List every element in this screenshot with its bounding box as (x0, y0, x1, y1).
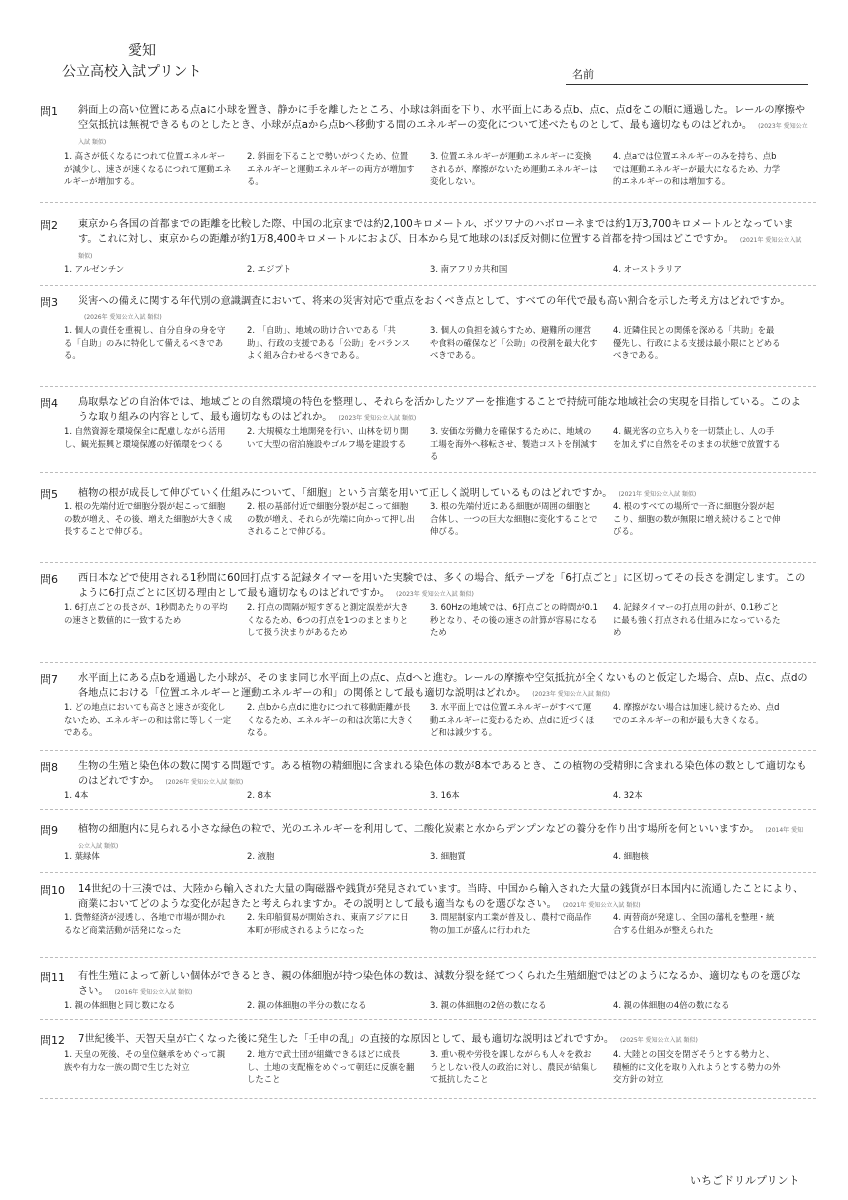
question-number: 問10 (40, 884, 65, 897)
answer-choice-4[interactable]: 4. 細胞核 (613, 851, 649, 861)
source-note: (2023年 愛知公立入試 類似) (396, 591, 474, 598)
title-prefecture: 愛知 (128, 43, 156, 59)
answer-choice-2[interactable]: 2. 打点の間隔が短すぎると測定誤差が大きくなるため、6つの打点を1つのまとまりとして扱う決まりがあるため (247, 602, 409, 637)
answer-choice-2[interactable]: 2. 8本 (247, 790, 272, 800)
answer-choice-1[interactable]: 1. 自然資源を環境保全に配慮しながら活用し、観光振興と環境保護の好循環をつくる (64, 426, 226, 449)
question-text: 14世紀の十三湊では、大陸から輸入された大量の陶磁器や銭貨が発見されています。当時、中国から輸入された大量の銭貨が日本国内に流通したことにより、商業においてどのような変化が起きたと考えられますか。その説明として最も適当なものを選びなさい。 (78, 884, 804, 910)
answer-choice-3[interactable]: 3. 水平面上では位置エネルギーがすべて運動エネルギーに変わるため、点dに近づくほど和は減少する。 (430, 702, 595, 737)
answer-choice-4[interactable]: 4. 大陸との国交を閉ざそうとする勢力と、積極的に文化を取り入れようとする勢力の外交方針の対立 (613, 1049, 781, 1084)
answer-choice-2[interactable]: 2. 根の基部付近で細胞分裂が起こって細胞の数が増え、それらが先端に向かって押し出されることで伸びる。 (247, 501, 416, 536)
answer-choice-3[interactable]: 3. 問屋制家内工業が普及し、農村で商品作物の加工が盛んに行われた (430, 912, 592, 935)
answer-choice-2[interactable]: 2. 液胞 (247, 851, 275, 861)
question-stem (78, 217, 808, 264)
question-stem (78, 395, 808, 426)
question-number: 問5 (40, 488, 58, 501)
answer-choice-4[interactable]: 4. 点aでは位置エネルギーのみを持ち、点bでは運動エネルギーが最大になるため、力学的エネルギーの和は増加する。 (613, 151, 781, 186)
question-number: 問8 (40, 761, 58, 774)
answer-choice-2[interactable]: 2. 地方で武士団が組織できるほどに成長し、土地の支配権をめぐって朝廷に反旗を翻したこと (247, 1049, 415, 1084)
answer-choice-4[interactable]: 4. 近隣住民との関係を深める「共助」を最優先し、行政による支援は最小限にとどめるべきである。 (613, 325, 781, 360)
name-line (566, 84, 808, 85)
question-separator (40, 750, 816, 751)
question-separator (40, 662, 816, 663)
answer-choice-1[interactable]: 1. 6打点ごとの長さが、1秒間あたりの平均の速さと数値的に一致するため (64, 602, 228, 625)
question-stem (78, 103, 808, 150)
question-separator (40, 872, 816, 873)
question-separator (40, 386, 816, 387)
question-text: 有性生殖によって新しい個体ができるとき、親の体細胞が持つ染色体の数は、減数分裂を経てつくられた生殖細胞ではどのようになるか、適切なものを選びなさい。 (78, 971, 801, 997)
answer-choice-4[interactable]: 4. 摩擦がない場合は加速し続けるため、点dでのエネルギーの和が最も大きくなる。 (613, 702, 780, 725)
question-separator (40, 562, 816, 563)
question-separator (40, 285, 816, 286)
answer-choice-3[interactable]: 3. 重い税や労役を課しながらも人々を救おうとしない役人の政治に対し、農民が結集して抵抗したこと (430, 1049, 598, 1084)
question-number: 問1 (40, 105, 58, 118)
answer-choice-2[interactable]: 2. 斜面を下ることで勢いがつくため、位置エネルギーと運動エネルギーの両方が増加する。 (247, 151, 415, 186)
question-separator (40, 1019, 816, 1020)
answer-choice-1[interactable]: 1. 葉緑体 (64, 851, 100, 861)
source-note: (2026年 愛知公立入試 類似) (84, 314, 162, 321)
answer-choice-3[interactable]: 3. 南アフリカ共和国 (430, 264, 508, 274)
question-text: 水平面上にある点bを通過した小球が、そのまま同じ水平面上の点c、点dへと進む。レールの摩擦や空気抵抗が全くないものと仮定した場合、点b、点c、点dの各地点における「位置エネルギーと運動エネルギーの和」の関係として最も適切な説明はどれか。 (78, 673, 808, 699)
question-number: 問11 (40, 971, 65, 984)
answer-choice-3[interactable]: 3. 根の先端付近にある細胞が周囲の細胞と合体し、一つの巨大な細胞に変化することで伸びる。 (430, 501, 598, 536)
name-label: 名前 (572, 68, 594, 81)
footer-brand: いちごドリルプリント (690, 1174, 800, 1187)
answer-choice-3[interactable]: 3. 細胞質 (430, 851, 466, 861)
answer-choice-1[interactable]: 1. 個人の責任を重視し、自分自身の身を守る「自助」のみに特化して備えるべきである。 (64, 325, 226, 360)
answer-choice-4[interactable]: 4. 根のすべての場所で一斉に細胞分裂が起こり、細胞の数が無限に増え続けることで伸びる。 (613, 501, 781, 536)
question-separator (40, 809, 816, 810)
question-stem (78, 671, 808, 702)
answer-choice-3[interactable]: 3. 位置エネルギーが運動エネルギーに変換されるが、摩擦がないため運動エネルギーは変化しない。 (430, 151, 598, 186)
question-text: 鳥取県などの自治体では、地域ごとの自然環境の特色を整理し、それらを活かしたツアーを推進することで持続可能な地域社会の実現を目指している。このような取り組みの内容として、最も適切なものはどれか。 (78, 397, 801, 423)
answer-choice-3[interactable]: 3. 個人の負担を減らすため、避難所の運営や食料の確保など「公助」の役割を最大化すべきである。 (430, 325, 598, 360)
answer-choice-4[interactable]: 4. 記録タイマーの打点用の針が、0.1秒ごとに最も強く打点される仕組みになっているため (613, 602, 781, 637)
source-note: (2016年 愛知公立入試 類似) (114, 989, 193, 996)
question-text: 生物の生殖と染色体の数に関する問題です。ある植物の精細胞に含まれる染色体の数が8本であるとき、この植物の受精卵に含まれる染色体の数として適切なものはどれですか。 (78, 761, 807, 787)
question-text: 植物の細胞内に見られる小さな緑色の粒で、光のエネルギーを利用して、二酸化炭素と水からデンプンなどの養分を作り出す場所を何といいますか。 (78, 824, 760, 835)
answer-choice-4[interactable]: 4. 観光客の立ち入りを一切禁止し、人の手を加えずに自然をそのままの状態で放置する (613, 426, 781, 449)
source-note: (2014年 愛知公立入試 類似) (78, 827, 804, 850)
source-note: (2021年 愛知公立入試 類似) (562, 902, 641, 909)
question-text: 斜面上の高い位置にある点aに小球を置き、静かに手を離したところ、小球は斜面を下り、水平面上にある点b、点c、点dをこの順に通過した。レールの摩擦や空気抵抗は無視できるものとしたとき、小球が点aから点bへ移動する間のエネルギーの変化について述べたものとして、最も適切なものはどれか。 (78, 105, 806, 131)
source-note: (2021年 愛知公立入試 類似) (78, 237, 802, 260)
question-separator (40, 472, 816, 473)
answer-choice-2[interactable]: 2. 大規模な土地開発を行い、山林を切り開いて大型の宿泊施設やゴルフ場を建設する (247, 426, 409, 449)
question-stem (78, 882, 808, 913)
answer-choice-4[interactable]: 4. 親の体細胞の4倍の数になる (613, 1000, 730, 1010)
question-separator (40, 1098, 816, 1099)
question-number: 問6 (40, 573, 58, 586)
question-number: 問4 (40, 397, 58, 410)
answer-choice-3[interactable]: 3. 親の体細胞の2倍の数になる (430, 1000, 547, 1010)
answer-choice-3[interactable]: 3. 60Hzの地域では、6打点ごとの時間が0.1秒となり、その後の速さの計算が容易になるため (430, 602, 598, 637)
question-number: 問12 (40, 1034, 65, 1047)
answer-choice-3[interactable]: 3. 16本 (430, 790, 460, 800)
question-text: 西日本などで使用される1秒間に60回打点する記録タイマーを用いた実験では、多くの場合、紙テープを「6打点ごと」に区切ってその長さを測定します。このように6打点ごとに区切る理由として最も適切なものはどれですか。 (78, 573, 806, 599)
answer-choice-1[interactable]: 1. 4本 (64, 790, 89, 800)
question-separator (40, 202, 816, 203)
answer-choice-1[interactable]: 1. 高さが低くなるにつれて位置エネルギーが減少し、速さが速くなるにつれて運動エネルギーが増加する。 (64, 151, 232, 186)
answer-choice-1[interactable]: 1. アルゼンチン (64, 264, 125, 274)
source-note: (2021年 愛知公立入試 類似) (618, 491, 697, 498)
answer-choice-3[interactable]: 3. 安価な労働力を確保するために、地域の工場を海外へ移転させ、製造コストを削減する (430, 426, 598, 461)
answer-choice-1[interactable]: 1. 根の先端付近で細胞分裂が起こって細胞の数が増え、その後、増えた細胞が大きく成長することで伸びる。 (64, 501, 233, 536)
answer-choice-1[interactable]: 1. どの地点においても高さと速さが変化しないため、エネルギーの和は常に等しく一定である。 (64, 702, 232, 737)
answer-choice-2[interactable]: 2. エジプト (247, 264, 292, 274)
answer-choice-1[interactable]: 1. 貨幣経済が浸透し、各地で市場が開かれるなど商業活動が活発になった (64, 912, 226, 935)
question-text: 災害への備えに関する年代別の意識調査において、将来の災害対応で重点をおくべき点として、すべての年代で最も高い割合を示した考え方はどれですか。 (78, 296, 791, 307)
question-stem (78, 294, 808, 325)
title-print-name: 公立高校入試プリント (62, 64, 202, 80)
answer-choice-2[interactable]: 2. 点bから点dに進むにつれて移動距離が長くなるため、エネルギーの和は次第に大きくなる。 (247, 702, 415, 737)
source-note: (2026年 愛知公立入試 類似) (165, 779, 244, 786)
question-stem (78, 571, 808, 602)
answer-choice-4[interactable]: 4. 両替商が発達し、全国の藩札を整理・統合する仕組みが整えられた (613, 912, 775, 935)
question-separator (40, 957, 816, 958)
question-stem (78, 759, 808, 790)
question-number: 問3 (40, 296, 58, 309)
answer-choice-4[interactable]: 4. 32本 (613, 790, 643, 800)
answer-choice-2[interactable]: 2. 朱印船貿易が開始され、東南アジアに日本町が形成されるようになった (247, 912, 409, 935)
source-note: (2023年 愛知公立入試 類似) (532, 691, 611, 698)
answer-choice-1[interactable]: 1. 親の体細胞と同じ数になる (64, 1000, 176, 1010)
question-stem (78, 969, 808, 1000)
source-note: (2023年 愛知公立入試 類似) (338, 415, 417, 422)
answer-choice-2[interactable]: 2. 「自助」、地域の助け合いである「共助」、行政の支援である「公助」をバランスよく組み合わせるべきである。 (247, 325, 411, 360)
answer-choice-1[interactable]: 1. 天皇の死後、その皇位継承をめぐって親族や有力な一族の間で生じた対立 (64, 1049, 226, 1072)
question-number: 問2 (40, 219, 58, 232)
question-stem (78, 1032, 808, 1048)
question-text: 7世紀後半、天智天皇が亡くなった後に発生した「壬申の乱」の直接的な原因として、最も適切な説明はどれですか。 (78, 1034, 615, 1045)
question-text: 東京から各国の首都までの距離を比較した際、中国の北京までは約2,100キロメートル、ボツワナのハボローネまでは約1万3,700キロメートルとなっています。これに対し、東京からの距離が約1万8,400キロメートルにおよび、日本から見て地球のほぼ反対側に位置する首都を持つ国はどこですか。 (78, 219, 794, 245)
question-text: 植物の根が成長して伸びていく仕組みについて、「細胞」という言葉を用いて正しく説明しているものはどれですか。 (78, 488, 613, 499)
answer-choice-4[interactable]: 4. オーストラリア (613, 264, 682, 274)
source-note: (2023年 愛知公立入試 類似) (78, 123, 808, 146)
source-note: (2025年 愛知公立入試 類似) (620, 1037, 698, 1044)
question-number: 問9 (40, 824, 58, 837)
answer-choice-2[interactable]: 2. 親の体細胞の半分の数になる (247, 1000, 367, 1010)
question-number: 問7 (40, 673, 58, 686)
